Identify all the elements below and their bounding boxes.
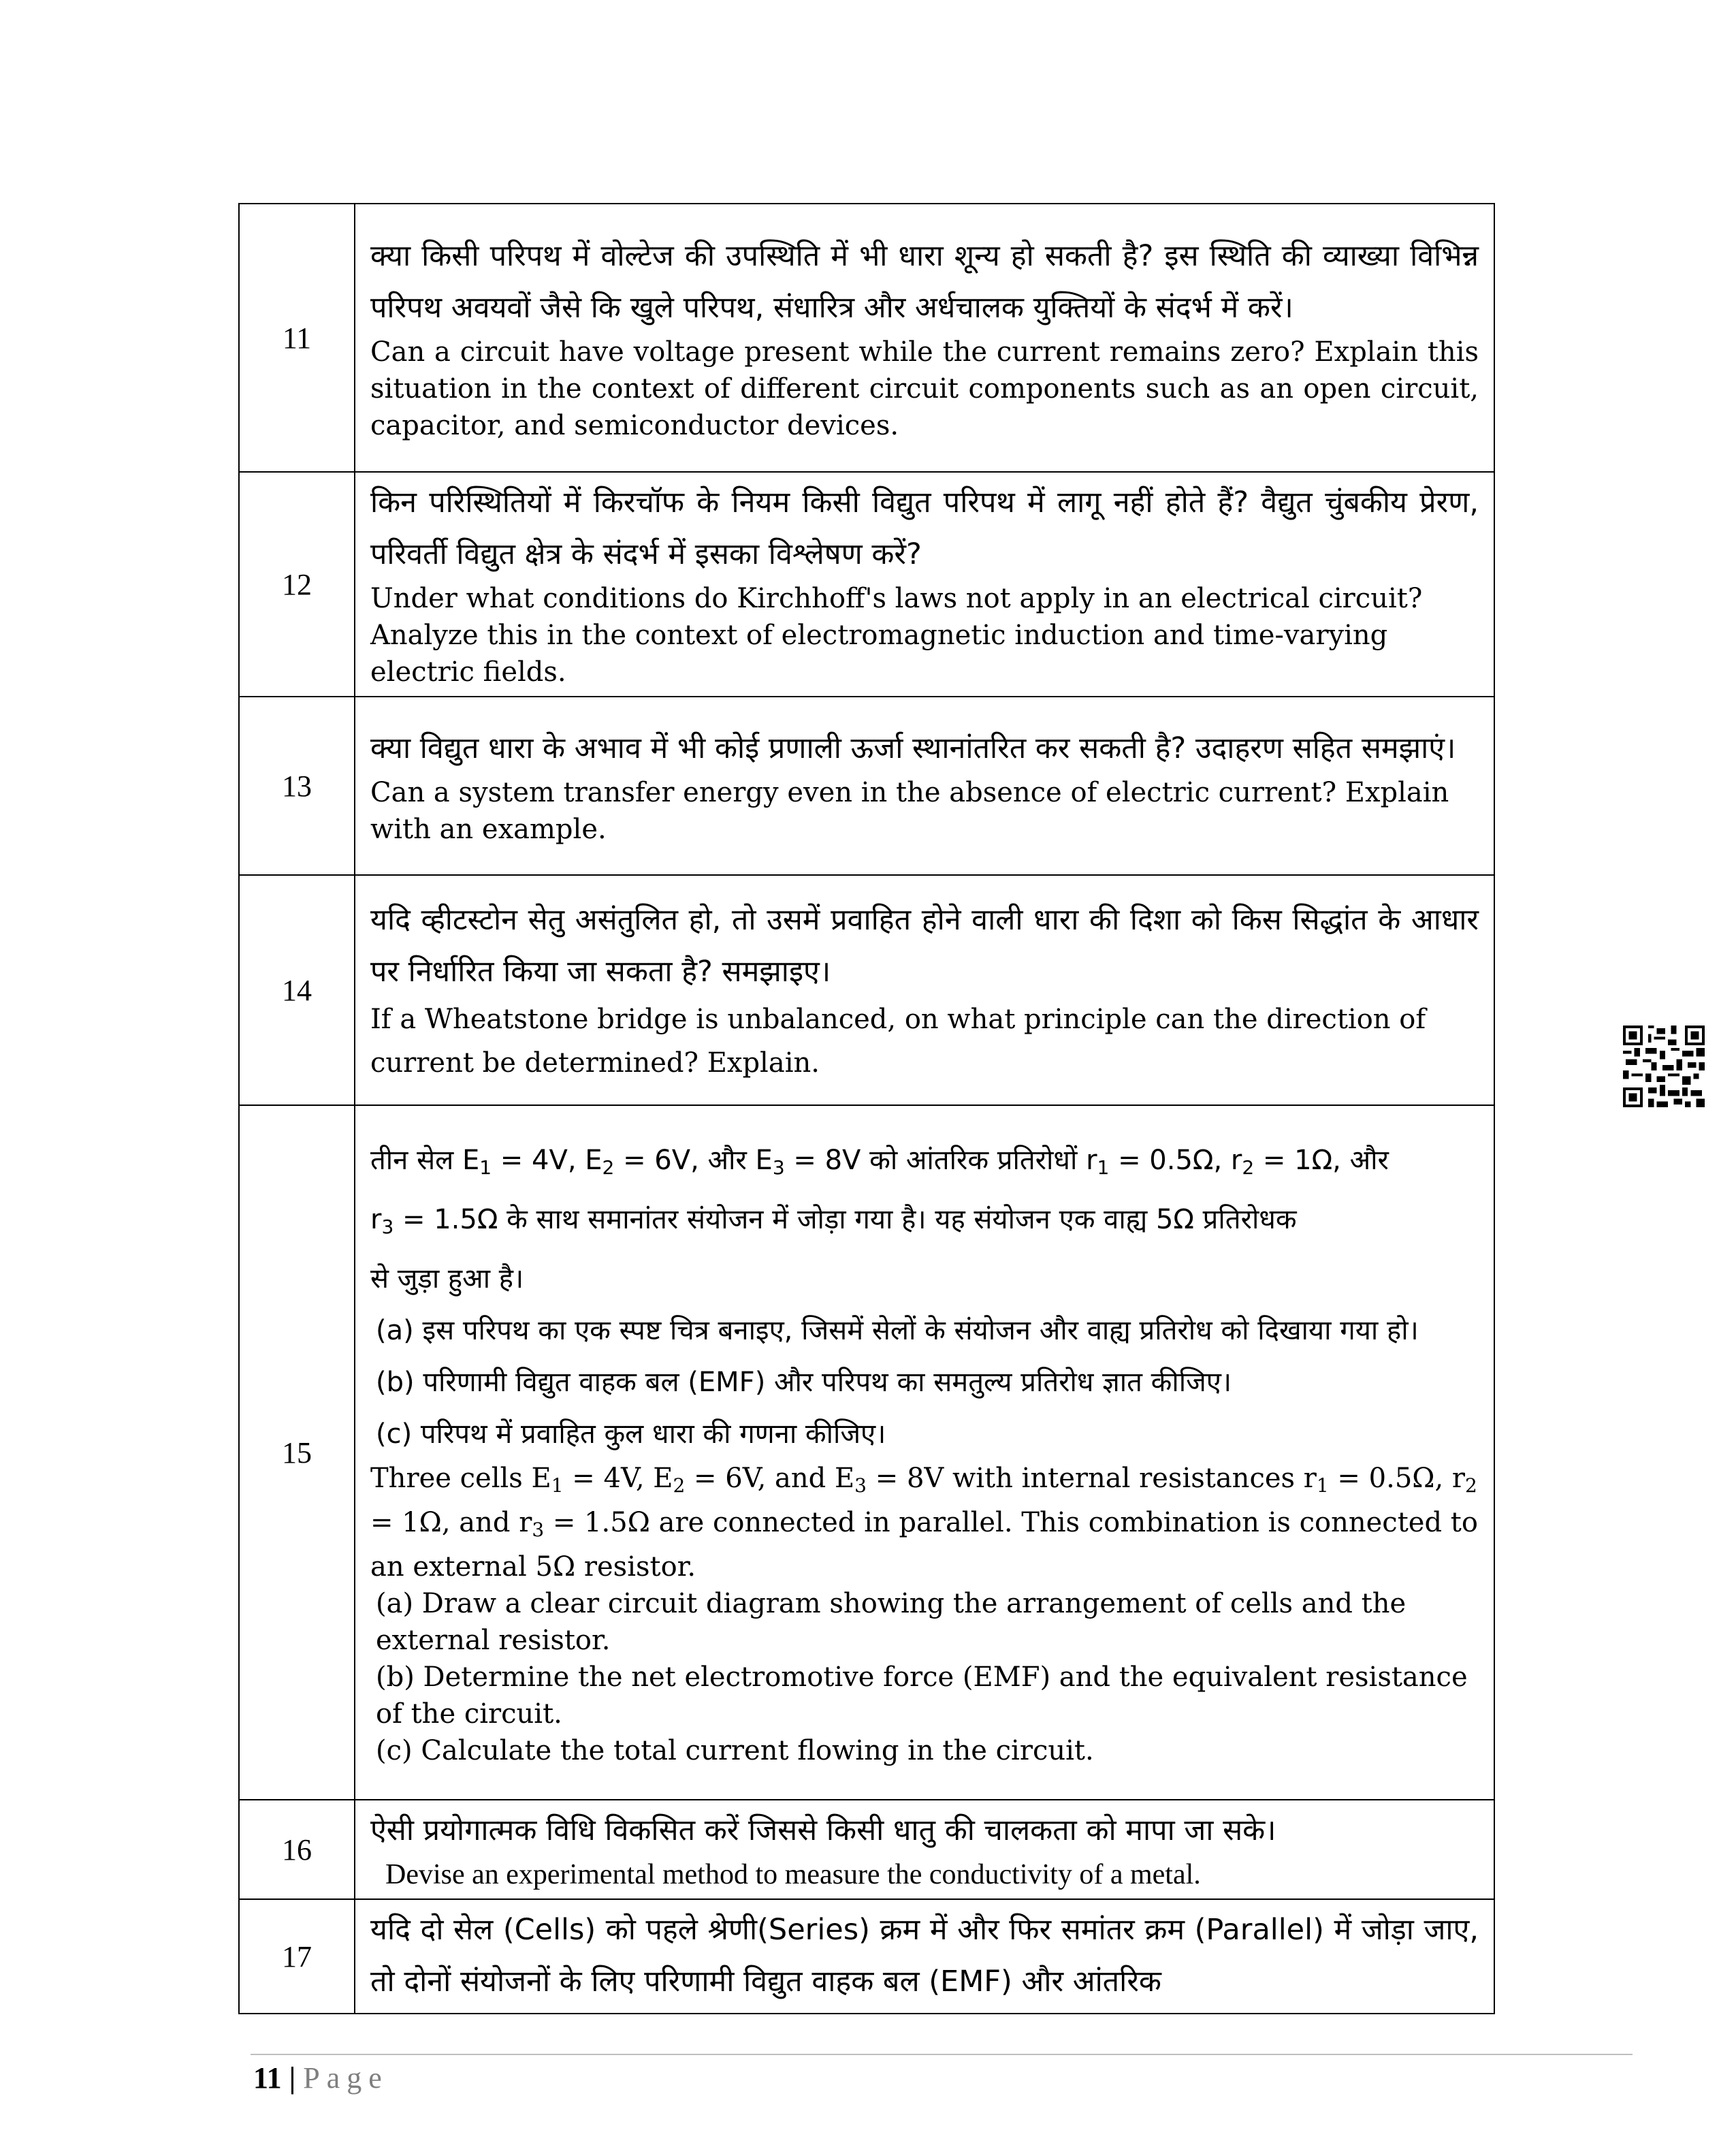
question-hindi: क्या किसी परिपथ में वोल्टेज की उपस्थिति में भी धारा शून्य हो सकती है? इस स्थिति की व्याख्या विभिन्न परिपथ अवयवों जैसे कि खुले परिपथ, संधारित्र और अर्धचालक युक्तियों के संदर्भ में करें। <box>370 239 1479 325</box>
question-row-14 <box>239 875 1494 1105</box>
question-text <box>355 204 1494 472</box>
question-number: 15 <box>239 1105 355 1800</box>
question-english-intro: Three cells $E_1 = 4V$, $E_2 = 6V$, and $E_3 = 8V$ with internal resistances $r_1 = 0.5\Omega$, $r_2 = 1\Omega$, and $r_3 = 1.5\Omega$ are connected in parallel. This combination is connected to an external 5Ω resistor. <box>370 1463 1478 1583</box>
question-number: 13 <box>239 697 355 875</box>
question-english: Can a system transfer energy even in the absence of electric current? Explain with an example. <box>370 777 1449 845</box>
question-text <box>355 1105 1494 1800</box>
question-english-part-c: (c) Calculate the total current flowing in the circuit. <box>376 1735 1094 1766</box>
page-footer <box>253 2061 389 2095</box>
question-number: 12 <box>239 472 355 697</box>
question-hindi: यदि व्हीटस्टोन सेतु असंतुलित हो, तो उसमें प्रवाहित होने वाली धारा की दिशा को किस सिद्धांत के आधार पर निर्धारित किया जा सकता है? समझाइए। <box>370 903 1479 989</box>
question-text <box>355 875 1494 1105</box>
question-hindi-line: $r_3 = 1.5\Omega$ के साथ समानांतर संयोजन में जोड़ा गया है। यह संयोजन एक वाह्य 5Ω प्रतिरोधक <box>370 1204 1297 1238</box>
questions-table <box>238 203 1495 2014</box>
question-row-13 <box>239 697 1494 875</box>
question-hindi-part-a: (a) इस परिपथ का एक स्पष्ट चित्र बनाइए, जिसमें सेलों के संयोजन और वाह्य प्रतिरोध को दिखाया गया हो। <box>376 1315 1419 1346</box>
question-hindi-part-c: (c) परिपथ में प्रवाहित कुल धारा की गणना कीजिए। <box>376 1418 886 1450</box>
question-number: 17 <box>239 1899 355 2014</box>
footer-separator: | <box>281 2061 304 2095</box>
question-hindi-part-b: (b) परिणामी विद्युत वाहक बल (EMF) और परिपथ का समतुल्य प्रतिरोध ज्ञात कीजिए। <box>376 1367 1232 1398</box>
question-hindi: किन परिस्थितियों में किरचॉफ के नियम किसी विद्युत परिपथ में लागू नहीं होते हैं? वैद्युत चुंबकीय प्रेरण, परिवर्ती विद्युत क्षेत्र के संदर्भ में इसका विश्लेषण करें? <box>370 486 1479 571</box>
question-hindi-line: तीन सेल $E_1 = 4V$, $E_2 = 6V$, और $E_3 = 8V$ को आंतरिक प्रतिरोधों $r_1 = 0.5\Omega$, $r_2 = 1\Omega$, और <box>370 1145 1389 1179</box>
page-number: 11 <box>253 2061 282 2095</box>
question-text <box>355 697 1494 875</box>
question-hindi-line: से जुड़ा हुआ है। <box>370 1263 524 1294</box>
question-text <box>355 1800 1494 1899</box>
question-row-15 <box>239 1105 1494 1800</box>
question-hindi: यदि दो सेल (Cells) को पहले श्रेणी(Series) क्रम में और फिर समांतर क्रम (Parallel) में जोड़ा जाए, तो दोनों संयोजनों के लिए परिणामी विद्युत वाहक बल (EMF) और आंतरिक <box>370 1913 1479 1999</box>
question-text <box>355 472 1494 697</box>
question-row-16 <box>239 1800 1494 1899</box>
qr-code-icon <box>1623 1026 1705 1107</box>
question-text <box>355 1899 1494 2014</box>
question-row-12 <box>239 472 1494 697</box>
question-number: 16 <box>239 1800 355 1899</box>
question-hindi: क्या विद्युत धारा के अभाव में भी कोई प्रणाली ऊर्जा स्थानांतरित कर सकती है? उदाहरण सहित समझाएं। <box>370 731 1456 765</box>
question-number: 14 <box>239 875 355 1105</box>
footer-divider <box>251 2054 1633 2055</box>
page-label: Page <box>303 2061 389 2095</box>
question-english: Under what conditions do Kirchhoff's laws not apply in an electrical circuit? Analyze this in the context of electromagnetic induction and time-varying electric fields. <box>370 583 1423 688</box>
question-row-11 <box>239 204 1494 472</box>
question-english: Can a circuit have voltage present while the current remains zero? Explain this situation in the context of different circuit components such as an open circuit, capacitor, and semiconductor devices. <box>370 336 1479 441</box>
question-row-17 <box>239 1899 1494 2014</box>
question-english: Devise an experimental method to measure the conductivity of a metal. <box>385 1859 1201 1890</box>
question-english: If a Wheatstone bridge is unbalanced, on what principle can the direction of current be determined? Explain. <box>370 1004 1426 1079</box>
question-english-part-a: (a) Draw a clear circuit diagram showing the arrangement of cells and the external resistor. <box>376 1588 1407 1656</box>
question-number: 11 <box>239 204 355 472</box>
question-english-part-b: (b) Determine the net electromotive force (EMF) and the equivalent resistance of the circuit. <box>376 1662 1468 1730</box>
question-hindi: ऐसी प्रयोगात्मक विधि विकसित करें जिससे किसी धातु की चालकता को मापा जा सके। <box>370 1813 1276 1847</box>
